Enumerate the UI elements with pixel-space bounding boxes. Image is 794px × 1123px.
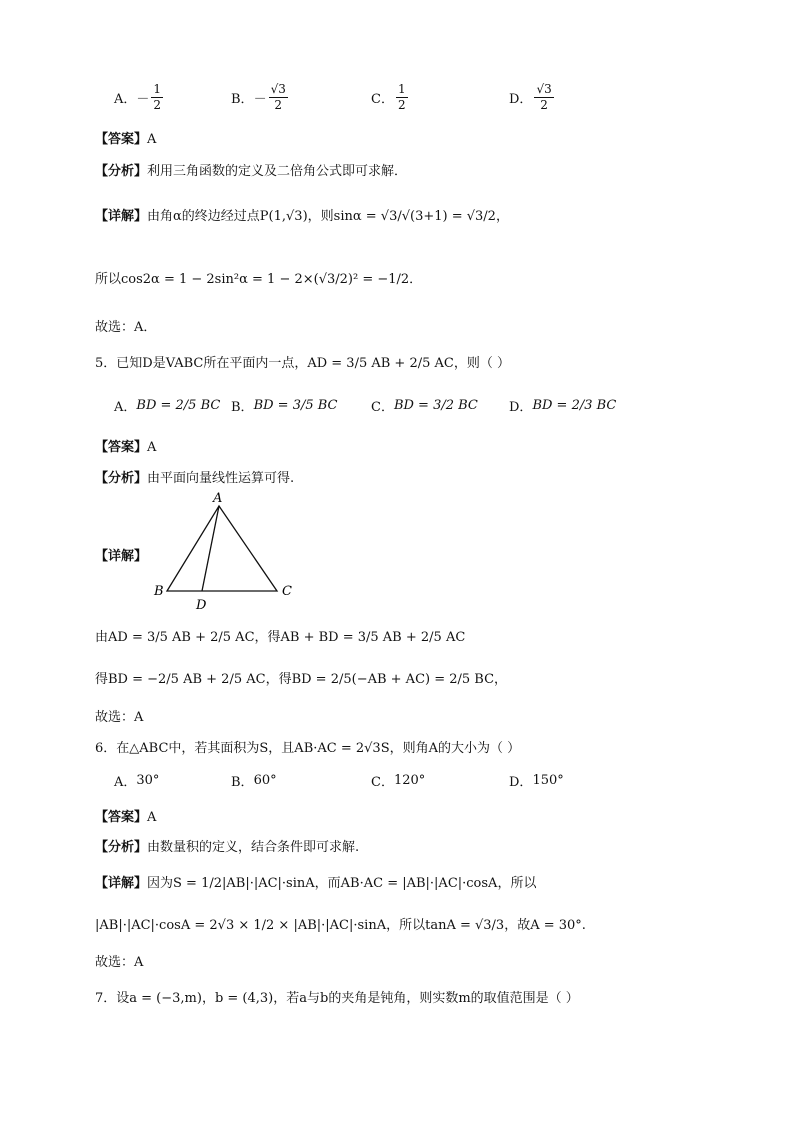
numerator: √3: [536, 82, 552, 96]
option-letter: A．: [114, 775, 137, 790]
option-text: 150°: [532, 773, 564, 788]
q4-answer: [95, 128, 156, 147]
option-letter: A．: [114, 92, 137, 107]
q6-option-c: [371, 771, 425, 790]
answer-value: A: [147, 440, 157, 455]
answer-value: A: [147, 132, 157, 147]
q5-detail-line1: 由AD = 3/5 AB + 2/5 AC，得AB + BD = 3/5 AB + 2/5 AC: [95, 630, 466, 645]
option-letter: C．: [371, 92, 394, 107]
vertex-label-c: C: [282, 584, 292, 599]
option-letter: D．: [509, 400, 533, 415]
point-label-d: D: [196, 598, 207, 613]
denominator: 2: [397, 98, 406, 112]
answer-tag: 【答案】: [95, 132, 148, 147]
q6-option-a: [114, 771, 159, 790]
option-text: BD = 3/2 BC: [393, 398, 478, 413]
q6-analysis: [95, 836, 359, 855]
option-sign: －: [253, 92, 267, 107]
q4-option-d: [509, 82, 556, 113]
option-letter: C．: [371, 400, 394, 415]
q7-stem: 7．设a = (−3,m)，b = (4,3)，若a与b的夹角是钝角，则实数m的取值范围是（ ）: [95, 991, 579, 1006]
option-letter: B．: [231, 775, 254, 790]
detail-text: 由角α的终边经过点P(1,√3)，则sinα = √3/√(3+1) = √3/2，: [147, 209, 509, 224]
detail-text: 因为S = 1/2|AB|·|AC|·sinA，而AB·AC = |AB|·|AC|·cosA，所以: [147, 876, 537, 891]
denominator: 2: [274, 98, 283, 112]
q4-detail: [95, 205, 509, 224]
denominator: 2: [153, 98, 162, 112]
q5-detail-line2: 得BD = −2/5 AB + 2/5 AC，得BD = 2/5(−AB + AC) = 2/5 BC，: [95, 672, 508, 687]
detail-tag: 【详解】: [95, 549, 148, 564]
numerator: 1: [153, 82, 162, 96]
analysis-text: 利用三角函数的定义及二倍角公式即可求解．: [147, 164, 408, 179]
option-text: 60°: [253, 773, 277, 788]
q4-conclusion: 故选：A．: [95, 320, 157, 335]
vertex-label-b: B: [154, 584, 164, 599]
option-letter: A．: [114, 400, 137, 415]
q5-conclusion: 故选：A: [95, 710, 144, 725]
q4-analysis: [95, 160, 407, 179]
option-text: BD = 2/3 BC: [532, 398, 617, 413]
analysis-text: 由平面向量线性运算可得.: [147, 471, 295, 486]
q6-conclusion: 故选：A: [95, 955, 144, 970]
q4-detail-line2: 所以cos2α = 1 − 2sin²α = 1 − 2×(√3/2)² = −1/2．: [95, 272, 423, 287]
q6-answer: [95, 806, 156, 825]
denominator: 2: [540, 98, 548, 112]
analysis-tag: 【分析】: [95, 840, 148, 855]
option-letter: D．: [509, 92, 533, 107]
option-text: BD = 2/5 BC: [136, 398, 221, 413]
fraction: [151, 82, 163, 113]
option-letter: B．: [231, 400, 254, 415]
q5-answer: [95, 436, 156, 455]
fraction: [534, 82, 553, 113]
q4-option-c: [371, 82, 410, 113]
option-text: 120°: [393, 773, 426, 788]
answer-value: A: [147, 810, 157, 825]
option-letter: D．: [509, 775, 533, 790]
analysis-text: 由数量积的定义，结合条件即可求解.: [147, 840, 360, 855]
triangle-abc: [167, 506, 277, 591]
fraction: [269, 82, 288, 113]
q6-detail-line2: |AB|·|AC|·cosA = 2√3 × 1/2 × |AB|·|AC|·sinA，所以tanA = √3/3，故A = 30°.: [95, 918, 586, 933]
q5-detail-tag: [95, 545, 147, 564]
numerator: √3: [270, 82, 286, 96]
numerator: 1: [397, 82, 406, 96]
vertex-label-a: A: [213, 491, 223, 506]
fraction: [396, 82, 408, 113]
q5-option-c: [371, 396, 478, 415]
detail-tag: 【详解】: [95, 209, 148, 224]
option-sign: －: [136, 92, 150, 107]
q5-option-a: [114, 396, 220, 415]
detail-tag: 【详解】: [95, 876, 148, 891]
option-letter: C．: [371, 775, 394, 790]
q5-stem: 5．已知D是VABC所在平面内一点，AD = 3/5 AB + 2/5 AC，则（ ）: [95, 356, 510, 371]
answer-tag: 【答案】: [95, 440, 148, 455]
option-letter: B．: [231, 92, 254, 107]
q4-option-a: [114, 82, 165, 113]
answer-tag: 【答案】: [95, 810, 148, 825]
q6-detail: [95, 872, 536, 891]
option-text: BD = 3/5 BC: [253, 398, 338, 413]
analysis-tag: 【分析】: [95, 164, 148, 179]
q5-analysis: [95, 467, 294, 486]
q6-option-d: [509, 771, 564, 790]
q4-option-b: [231, 82, 290, 113]
q6-stem: 6．在△ABC中，若其面积为S，且AB·AC = 2√3S，则角A的大小为（ ）: [95, 741, 521, 756]
option-text: 30°: [136, 773, 160, 788]
q6-option-b: [231, 771, 277, 790]
triangle-figure: [150, 488, 300, 613]
analysis-tag: 【分析】: [95, 471, 148, 486]
q5-option-b: [231, 396, 338, 415]
q5-option-d: [509, 396, 616, 415]
